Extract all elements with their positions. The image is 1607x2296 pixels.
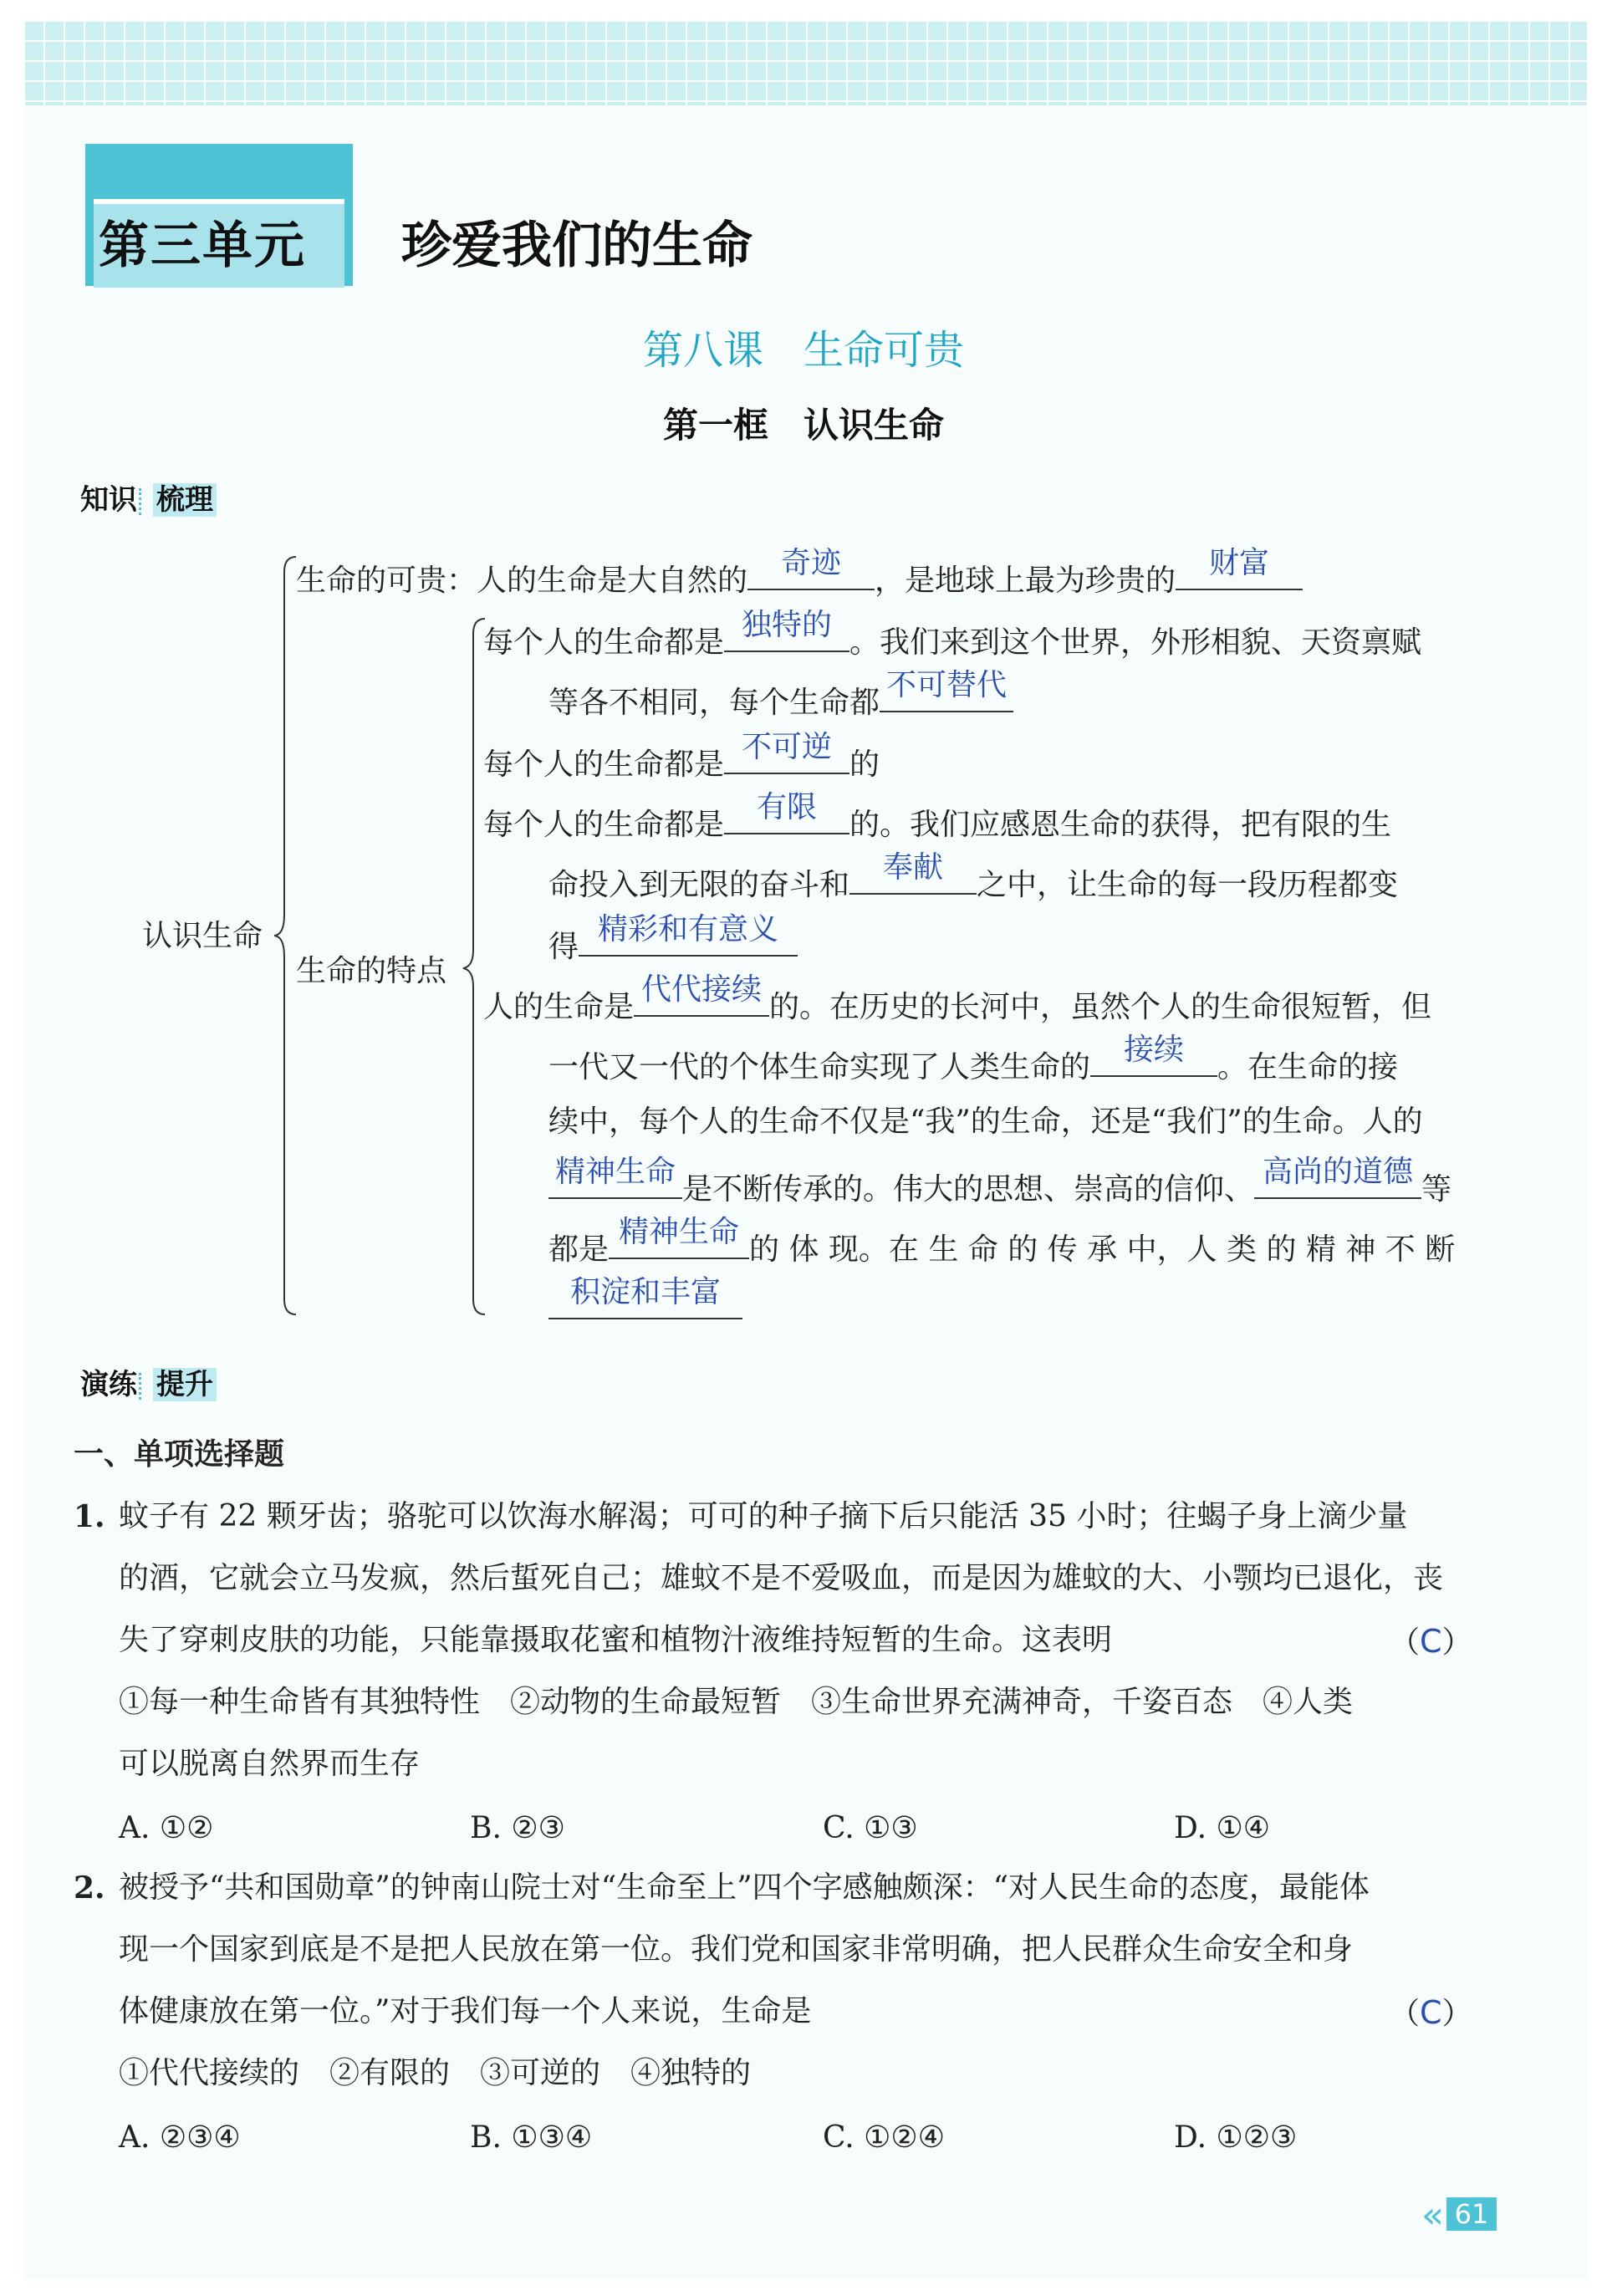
trait-continuous-line3: 续中，每个人的生命不仅是“我”的生命，还是“我们”的生命。人的	[548, 1105, 1423, 1139]
trait-irreversible-lead: 每个人的生命都是	[483, 747, 725, 782]
blank-6	[724, 790, 849, 834]
answer-6: 有限	[757, 790, 818, 824]
blank-9	[634, 972, 769, 1017]
answer-9: 代代接续	[641, 972, 763, 1007]
answer-1: 奇迹	[781, 546, 842, 580]
q2-option-a[interactable]: A. ②③④	[119, 2120, 241, 2155]
trait-unique-text: 。我们来到这个世界，外形相貌、天资禀赋	[849, 625, 1422, 660]
trait-unique-line2	[548, 668, 1013, 720]
q1-option-d[interactable]: D. ①④	[1174, 1811, 1271, 1845]
trait-continuous-l4a: 是不断传承的。伟大的思想、崇高的信仰、	[682, 1172, 1255, 1207]
answer-7: 奉献	[883, 850, 944, 885]
branch-value-lead: 生命的可贵：人的生命是大自然的	[296, 564, 748, 598]
blank-13	[609, 1215, 749, 1259]
blank-1	[747, 546, 875, 590]
knowledge-heading-b: 梳理	[153, 483, 217, 517]
section-title: 第一框 认识生命	[662, 405, 944, 446]
blank-4	[880, 668, 1013, 712]
lesson-title: 第八课 生命可贵	[642, 327, 964, 374]
branch-value-mid: ，是地球上最为珍贵的	[875, 564, 1176, 598]
trait-limited-lead: 每个人的生命都是	[483, 808, 725, 842]
trait-irreversible	[483, 730, 880, 782]
trait-irreversible-text: 的	[849, 747, 880, 782]
blank-2	[1176, 546, 1303, 590]
header-grid-band	[23, 20, 1587, 105]
q1-line1: 蚊子有 22 颗牙齿；骆驼可以饮海水解渴；可可的种子摘下后只能活 35 小时；往蝎子身上滴少量	[119, 1499, 1408, 1533]
trait-limited-text: 的。我们应感恩生命的获得，把有限的生	[849, 808, 1392, 842]
chevron-left-icon: «	[1421, 2194, 1444, 2237]
trait-unique-lead: 每个人的生命都是	[483, 625, 725, 660]
q1-line5: 可以脱离自然界而生存	[119, 1747, 421, 1781]
outer-brace	[273, 555, 298, 1316]
answer-4: 不可替代	[886, 668, 1008, 702]
blank-5	[724, 730, 849, 774]
q2-answer-box	[1390, 1994, 1472, 2031]
blank-12	[1254, 1155, 1421, 1199]
answer-5: 不可逆	[742, 730, 833, 764]
q2-answer: C	[1420, 1994, 1442, 2031]
q1-line4: ①每一种生命皆有其独特性 ②动物的生命最短暂 ③生命世界充满神奇，千姿百态 ④人类	[119, 1685, 1354, 1719]
answer-10: 接续	[1124, 1033, 1185, 1067]
trait-continuous-line4	[548, 1155, 1452, 1207]
q2-option-b[interactable]: B. ①③④	[470, 2120, 593, 2155]
paren-open: （	[1390, 1625, 1421, 1660]
q1-answer-box	[1390, 1625, 1472, 1658]
answer-13: 精神生命	[619, 1215, 740, 1249]
q2-line4: ①代代接续的 ②有限的 ③可逆的 ④独特的	[119, 2056, 752, 2090]
trait-continuous-l2b: 。在生命的接	[1217, 1050, 1399, 1084]
answer-12: 高尚的道德	[1263, 1155, 1414, 1189]
unit-title: 珍爱我们的生命	[401, 217, 752, 275]
q1-option-b[interactable]: B. ②③	[470, 1811, 565, 1845]
answer-3: 独特的	[742, 608, 833, 642]
trait-continuous-l5b: 的 体 现。在 生 命 的 传 承 中，人 类 的 精 神 不 断	[749, 1232, 1456, 1267]
knowledge-heading	[80, 477, 217, 518]
answer-8: 精彩和有意义	[598, 912, 779, 946]
wave-icon	[139, 488, 151, 515]
trait-continuous	[483, 972, 1432, 1024]
inner-brace	[462, 617, 487, 1316]
trait-continuous-text: 的。在历史的长河中，虽然个人的生命很短暂，但	[769, 990, 1432, 1024]
answer-11: 精神生命	[554, 1155, 676, 1189]
blank-10	[1090, 1033, 1217, 1077]
page-number: 61	[1446, 2197, 1497, 2231]
q2-option-c[interactable]: C. ①②④	[823, 2120, 945, 2155]
trait-continuous-line5	[548, 1215, 1456, 1267]
q1-option-c[interactable]: C. ①③	[823, 1811, 918, 1845]
outline-root: 认识生命	[142, 919, 263, 953]
paren-close: ）	[1441, 1997, 1472, 2031]
trait-continuous-l4b: 等	[1421, 1172, 1452, 1207]
practice-heading	[80, 1361, 217, 1402]
trait-continuous-line2	[548, 1033, 1399, 1084]
trait-limited-line3	[548, 912, 798, 964]
blank-3	[724, 608, 849, 652]
blank-11	[548, 1155, 682, 1199]
trait-continuous-line6	[548, 1275, 742, 1325]
branch-value	[296, 546, 1303, 598]
trait-continuous-l5a: 都是	[548, 1232, 610, 1267]
q2-line1: 被授予“共和国勋章”的钟南山院士对“生命至上”四个字感触颇深：“对人民生命的态度，最能体	[119, 1870, 1370, 1905]
blank-7	[849, 850, 977, 895]
blank-8	[579, 912, 798, 957]
practice-heading-b: 提升	[153, 1368, 217, 1401]
q2-option-d[interactable]: D. ①②③	[1174, 2120, 1298, 2155]
blank-14	[548, 1275, 742, 1319]
q1-answer: C	[1420, 1623, 1442, 1660]
practice-heading-a: 演练	[80, 1368, 137, 1401]
q2-line3: 体健康放在第一位。”对于我们每一个人来说，生命是	[119, 1994, 812, 2028]
q2-number: 2.	[74, 1870, 105, 1906]
answer-2: 财富	[1209, 546, 1270, 580]
trait-limited-l3: 得	[548, 930, 579, 964]
trait-limited	[483, 790, 1392, 842]
paren-close: ）	[1441, 1625, 1472, 1660]
wave-icon	[139, 1373, 151, 1400]
q1-option-a[interactable]: A. ①②	[119, 1811, 214, 1845]
trait-unique-l2: 等各不相同，每个生命都	[548, 686, 880, 720]
unit-number: 第三单元	[99, 217, 306, 275]
trait-continuous-l2a: 一代又一代的个体生命实现了人类生命的	[548, 1050, 1091, 1084]
q1-number: 1.	[74, 1499, 105, 1534]
trait-continuous-lead: 人的生命是	[483, 990, 635, 1024]
branch-traits-label: 生命的特点	[296, 954, 447, 988]
paren-open: （	[1390, 1997, 1421, 2031]
answer-14: 积淀和丰富	[569, 1275, 721, 1309]
section-single-choice: 一、单项选择题	[74, 1437, 285, 1472]
trait-limited-l2a: 命投入到无限的奋斗和	[548, 868, 850, 902]
trait-unique	[483, 608, 1422, 660]
trait-limited-l2b: 之中，让生命的每一段历程都变	[977, 868, 1399, 902]
q1-line3: 失了穿刺皮肤的功能，只能靠摄取花蜜和植物汁液维持短暂的生命。这表明	[119, 1623, 1113, 1657]
q2-line2: 现一个国家到底是不是把人民放在第一位。我们党和国家非常明确，把人民群众生命安全和身	[119, 1932, 1354, 1967]
trait-limited-line2	[548, 850, 1399, 902]
q1-line2: 的酒，它就会立马发疯，然后蜇死自己；雄蚊不是不爱吸血，而是因为雄蚊的大、小颚均已退化，丧	[119, 1561, 1444, 1595]
knowledge-heading-a: 知识	[80, 483, 137, 517]
